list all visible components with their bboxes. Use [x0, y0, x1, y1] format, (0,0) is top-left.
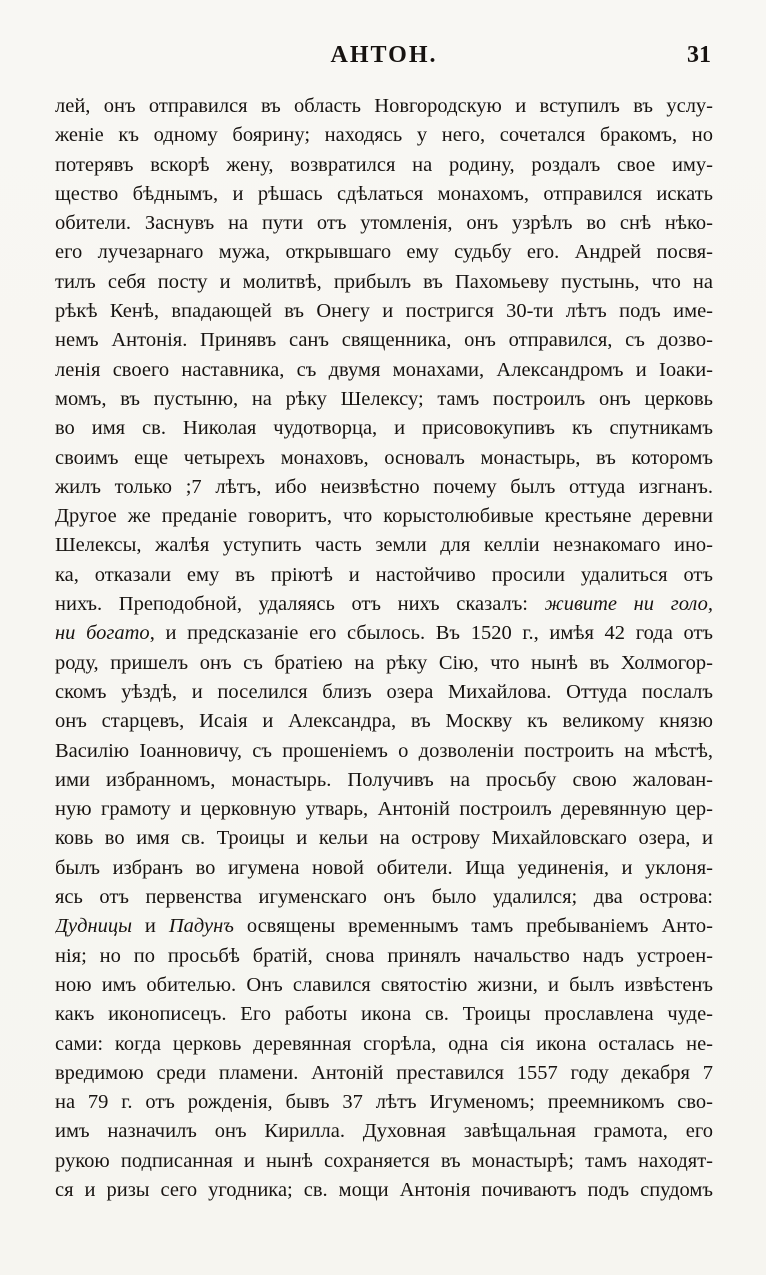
- text-line-30: [55, 942, 713, 971]
- text-segment: онъ старцевъ, Исаія и Александра, въ Москву къ великому князю: [55, 710, 713, 733]
- text-segment: былъ избранъ во игумена новой обители. Ища уединенія, и уклоня-: [55, 856, 713, 879]
- text-line-23: [55, 737, 713, 766]
- text-line-18: [55, 590, 713, 619]
- text-line-20: [55, 649, 713, 678]
- text-segment: рѣкѣ Кенѣ, впадающей въ Онегу и постригся 30-ти лѣтъ подъ име-: [55, 300, 713, 323]
- text-line-27: [55, 854, 713, 883]
- text-segment: немъ Антонія. Принявъ санъ священника, онъ отправился, съ дозво-: [55, 329, 713, 352]
- text-line-21: [55, 678, 713, 707]
- text-segment: ленія своего наставника, съ двумя монахами, Александромъ и Іоаки-: [55, 358, 713, 381]
- text-line-34: [55, 1059, 713, 1088]
- text-segment: потерявъ вскорѣ жену, возвратился на родину, роздалъ свое иму-: [55, 153, 713, 176]
- text-segment: рукою подписанная и нынѣ сохраняется въ монастырѣ; тамъ находят-: [55, 1149, 713, 1172]
- text-line-28: [55, 883, 713, 912]
- text-segment: ною имъ обителью. Онъ славился святостію жизни, и былъ извѣстенъ: [55, 973, 713, 996]
- text-line-38: [55, 1176, 713, 1205]
- text-segment: ясь отъ первенства игуменскаго онъ было удалился; два острова:: [55, 886, 713, 909]
- text-line-31: [55, 971, 713, 1000]
- text-line-29: [55, 912, 713, 941]
- text-line-33: [55, 1030, 713, 1059]
- text-segment: скомъ уѣздѣ, и поселился близъ озера Михайлова. Оттуда послалъ: [55, 680, 713, 703]
- text-line-12: [55, 414, 713, 443]
- text-segment: жилъ только ;7 лѣтъ, ибо неизвѣстно почему былъ оттуда изгнанъ.: [55, 475, 713, 498]
- text-line-9: [55, 326, 713, 355]
- text-segment: женіе къ одному боярину; находясь у него, сочетался бракомъ, но: [55, 124, 713, 147]
- text-segment: какъ иконописецъ. Его работы икона св. Троицы прославлена чуде-: [55, 1003, 713, 1026]
- text-line-16: [55, 531, 713, 560]
- text-segment: щество бѣднымъ, и рѣшась сдѣлаться монахомъ, отправился искать: [55, 182, 713, 205]
- text-segment: ими избранномъ, монастырь. Получивъ на просьбу свою жалован-: [55, 768, 713, 791]
- text-segment-italic: живите ни голо,: [544, 593, 713, 616]
- text-segment: имъ назначилъ онъ Кирилла. Духовная завѣщальная грамота, его: [55, 1120, 713, 1143]
- text-segment-italic: ни богато: [55, 622, 150, 645]
- text-segment: ную грамоту и церковную утварь, Антоній построилъ деревянную цер-: [55, 798, 713, 821]
- text-segment: обители. Заснувъ на пути отъ утомленія, онъ узрѣлъ во снѣ нѣко-: [55, 212, 713, 235]
- text-segment: Другое же преданіе говоритъ, что корыстолюбивые крестьяне деревни: [55, 505, 713, 528]
- running-head: [55, 42, 713, 72]
- text-segment: во имя св. Николая чудотворца, и присовокупивъ къ спутникамъ: [55, 417, 713, 440]
- text-segment: вредимою среди пламени. Антоній преставился 1557 году декабря 7: [55, 1061, 713, 1084]
- text-line-24: [55, 766, 713, 795]
- page-number: 31: [687, 42, 711, 68]
- text-segment: нихъ. Преподобной, удаляясь отъ нихъ сказалъ:: [55, 593, 545, 616]
- text-line-19: [55, 619, 713, 648]
- text-line-26: [55, 824, 713, 853]
- text-line-37: [55, 1147, 713, 1176]
- text-line-2: [55, 121, 713, 150]
- running-title: АНТОН.: [330, 42, 438, 68]
- text-line-10: [55, 356, 713, 385]
- text-segment: Василію Іоанновичу, съ прошеніемъ о дозволеніи построить на мѣстѣ,: [55, 739, 713, 762]
- text-segment: момъ, въ пустыню, на рѣку Шелексу; тамъ построилъ онъ церковь: [55, 387, 713, 410]
- text-line-11: [55, 385, 713, 414]
- text-segment: на 79 г. отъ рожденія, бывъ 37 лѣтъ Игуменомъ; преемникомъ сво-: [55, 1091, 713, 1114]
- text-line-5: [55, 209, 713, 238]
- text-line-14: [55, 473, 713, 502]
- text-segment: его лучезарнаго мужа, открывшаго ему судьбу его. Андрей посвя-: [55, 241, 713, 264]
- text-line-36: [55, 1117, 713, 1146]
- text-line-4: [55, 180, 713, 209]
- text-segment: , и предсказаніе его сбылось. Въ 1520 г., имѣя 42 года отъ: [149, 622, 713, 645]
- text-segment: тилъ себя посту и молитвѣ, прибылъ въ Пахомьеву пустынь, что на: [55, 270, 713, 293]
- text-segment-italic: Дудницы: [55, 915, 133, 938]
- text-segment: роду, пришелъ онъ съ братіею на рѣку Сію, что нынѣ въ Холмогор-: [55, 651, 713, 674]
- text-segment: ся и ризы сего угодника; св. мощи Антонія почиваютъ подъ спудомъ: [55, 1178, 713, 1201]
- text-line-15: [55, 502, 713, 531]
- text-segment: и: [132, 915, 169, 938]
- text-line-22: [55, 707, 713, 736]
- body-text-block: [55, 92, 713, 1205]
- text-segment: ка, отказали ему въ пріютѣ и настойчиво просили удалиться отъ: [55, 563, 713, 586]
- text-line-1: [55, 92, 713, 121]
- text-line-32: [55, 1000, 713, 1029]
- text-line-35: [55, 1088, 713, 1117]
- text-segment: лей, онъ отправился въ область Новгородскую и вступилъ въ услу-: [55, 95, 713, 117]
- text-line-13: [55, 444, 713, 473]
- text-line-25: [55, 795, 713, 824]
- text-segment: ковь во имя св. Троицы и кельи на острову Михайловскаго озера, и: [55, 827, 713, 850]
- text-segment-italic: Падунъ: [168, 915, 234, 938]
- text-segment: своимъ еще четырехъ монаховъ, основалъ монастырь, въ которомъ: [55, 446, 713, 469]
- text-segment: освящены временнымъ тамъ пребываніемъ Анто-: [233, 915, 713, 938]
- text-line-3: [55, 151, 713, 180]
- text-segment: сами: когда церковь деревянная сгорѣла, одна сія икона осталась не-: [55, 1032, 713, 1055]
- text-line-8: [55, 297, 713, 326]
- text-line-7: [55, 268, 713, 297]
- text-line-17: [55, 561, 713, 590]
- text-line-6: [55, 238, 713, 267]
- text-segment: Шелексы, жалѣя уступить часть земли для келліи незнакомаго ино-: [55, 534, 713, 557]
- text-segment: нія; но по просьбѣ братій, снова принялъ начальство надъ устроен-: [55, 944, 713, 967]
